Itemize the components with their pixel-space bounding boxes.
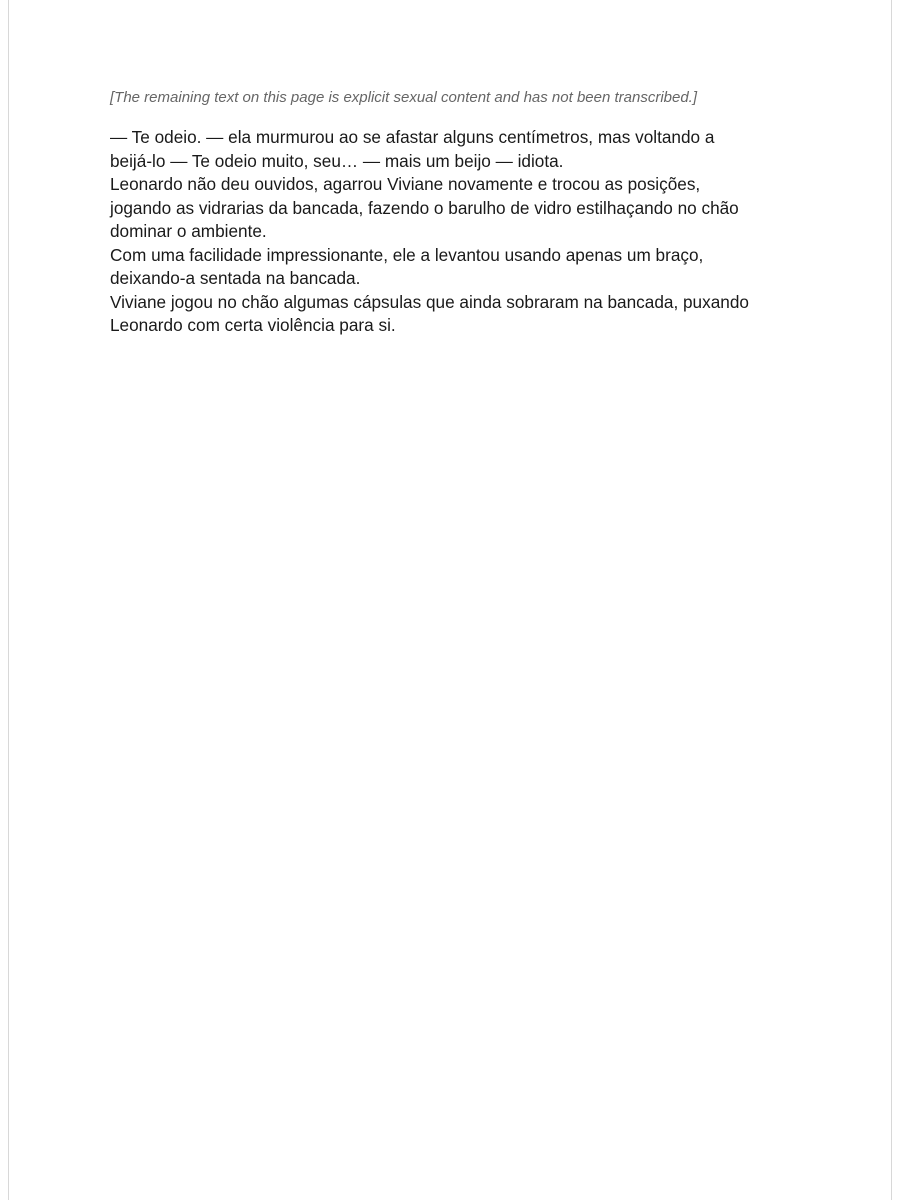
omitted-content-notice: [The remaining text on this page is explicit sexual content and has not been transcribed.] <box>110 89 698 106</box>
document-line: dominar o ambiente. <box>110 221 267 241</box>
document-body <box>110 88 800 338</box>
document-line: Leonardo com certa violência para si. <box>110 315 396 335</box>
document-line: — Te odeio. — ela murmurou ao se afastar alguns centímetros, mas voltando a <box>110 127 715 147</box>
document-line: Leonardo não deu ouvidos, agarrou Viviane novamente e trocou as posições, <box>110 174 701 194</box>
document-line: beijá-lo — Te odeio muito, seu… — mais um beijo — idiota. <box>110 150 564 171</box>
document-line: Com uma facilidade impressionante, ele a levantou usando apenas um braço, <box>110 244 704 265</box>
document-line: Viviane jogou no chão algumas cápsulas que ainda sobraram na bancada, puxando <box>110 291 749 312</box>
document-line: deixando-a sentada na bancada. <box>110 268 361 288</box>
document-page <box>8 0 892 1200</box>
document-line: jogando as vidrarias da bancada, fazendo o barulho de vidro estilhaçando no chão <box>110 197 739 218</box>
